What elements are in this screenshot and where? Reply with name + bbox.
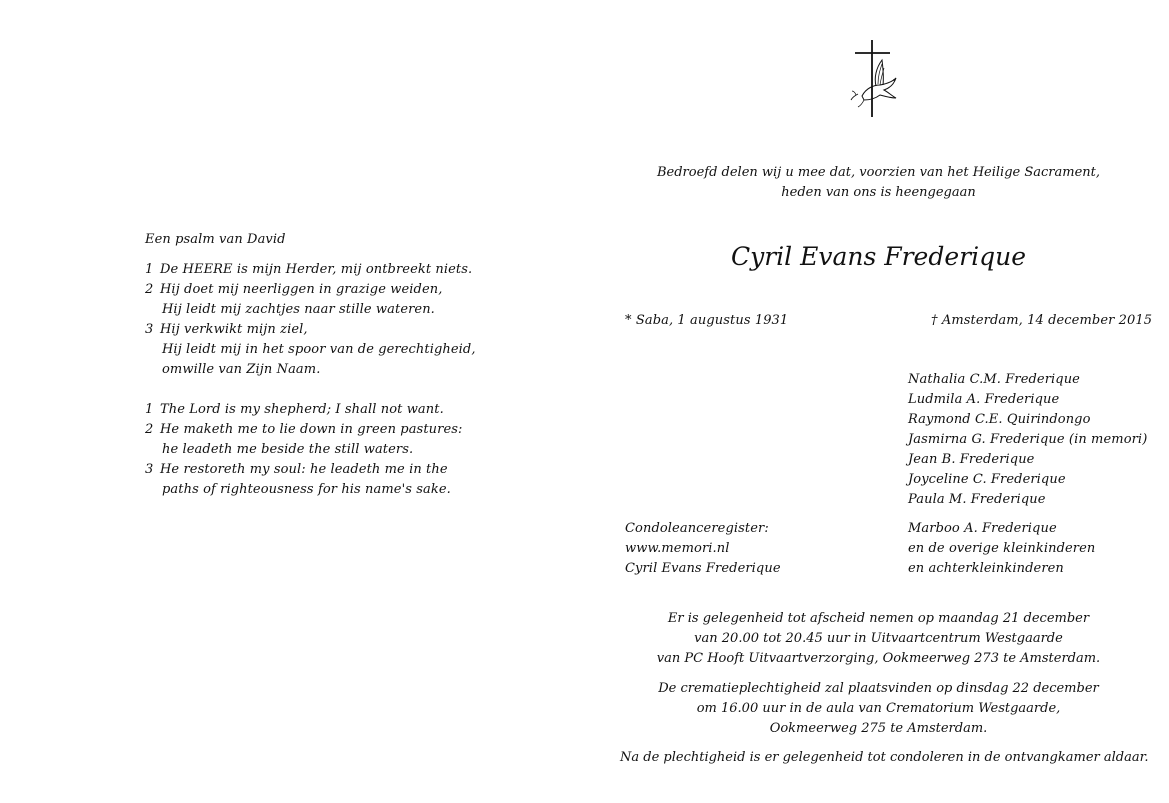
psalm-line: Hij leidt mij in het spoor van de gerechtigheid, — [162, 342, 476, 357]
family-member: Nathalia C.M. Frederique — [908, 372, 1080, 387]
cross-dove-svg — [850, 38, 902, 120]
cremation-line: Ookmeerweg 275 te Amsterdam. — [769, 721, 988, 736]
farewell-line: Er is gelegenheid tot afscheid nemen op maandag 21 december — [667, 611, 1090, 626]
announcement-line-2: heden van ons is heengegaan — [781, 185, 976, 200]
family-member: Jasmirna G. Frederique (in memori) — [908, 432, 1148, 447]
psalm-english — [145, 400, 475, 500]
family-member: en de overige kleinkinderen — [908, 541, 1096, 556]
death-info: † Amsterdam, 14 december 2015 — [931, 313, 1153, 328]
announcement-line-1: Bedroefd delen wij u mee dat, voorzien van het Heilige Sacrament, — [656, 165, 1101, 180]
farewell-info — [620, 609, 1137, 669]
birth-info: * Saba, 1 augustus 1931 — [625, 313, 789, 328]
psalm-line: 2 He maketh me to lie down in green pastures: — [145, 422, 463, 437]
psalm-line: Hij leidt mij zachtjes naar stille wateren. — [162, 302, 435, 317]
family-member: Raymond C.E. Quirindongo — [908, 412, 1091, 427]
psalm-line: omwille van Zijn Naam. — [162, 362, 321, 377]
cross-with-dove-icon — [850, 38, 902, 120]
condolence-url[interactable]: www.memori.nl — [625, 541, 730, 556]
psalm-section — [145, 230, 475, 500]
psalm-line: 2 Hij doet mij neerliggen in grazige weiden, — [145, 282, 443, 297]
psalm-dutch — [145, 260, 475, 380]
farewell-line: van PC Hooft Uitvaartverzorging, Ookmeerweg 273 te Amsterdam. — [656, 651, 1101, 666]
psalm-line: he leadeth me beside the still waters. — [162, 442, 414, 457]
farewell-line: van 20.00 tot 20.45 uur in Uitvaartcentrum Westgaarde — [694, 631, 1063, 646]
condolence-register — [625, 519, 781, 579]
psalm-line: 1 The Lord is my shepherd; I shall not want. — [145, 402, 444, 417]
family-member: Jean B. Frederique — [908, 452, 1035, 467]
closing-note: Na de plechtigheid is er gelegenheid tot condoleren in de ontvangkamer aldaar. — [620, 750, 1149, 765]
cremation-info — [620, 679, 1137, 739]
psalm-line: 1 De HEERE is mijn Herder, mij ontbreekt niets. — [145, 262, 473, 277]
cremation-line: De crematieplechtigheid zal plaatsvinden op dinsdag 22 december — [658, 681, 1099, 696]
psalm-title: Een psalm van David — [145, 232, 286, 247]
family-member: en achterkleinkinderen — [908, 561, 1064, 576]
deceased-name: Cyril Evans Frederique — [730, 242, 1027, 271]
cremation-line: om 16.00 uur in de aula van Crematorium Westgaarde, — [696, 701, 1061, 716]
condolence-label: Condoleanceregister: — [625, 521, 769, 536]
family-member: Ludmila A. Frederique — [908, 392, 1060, 407]
condolence-name: Cyril Evans Frederique — [625, 561, 781, 576]
family-member: Paula M. Frederique — [908, 492, 1046, 507]
family-member: Marboo A. Frederique — [908, 521, 1057, 536]
psalm-line: 3 Hij verkwikt mijn ziel, — [145, 322, 308, 337]
family-member: Joyceline C. Frederique — [908, 472, 1066, 487]
family-list — [908, 370, 1147, 579]
psalm-line: 3 He restoreth my soul: he leadeth me in the — [145, 462, 448, 477]
announcement — [620, 163, 1137, 203]
psalm-line: paths of righteousness for his name's sake. — [162, 482, 451, 497]
